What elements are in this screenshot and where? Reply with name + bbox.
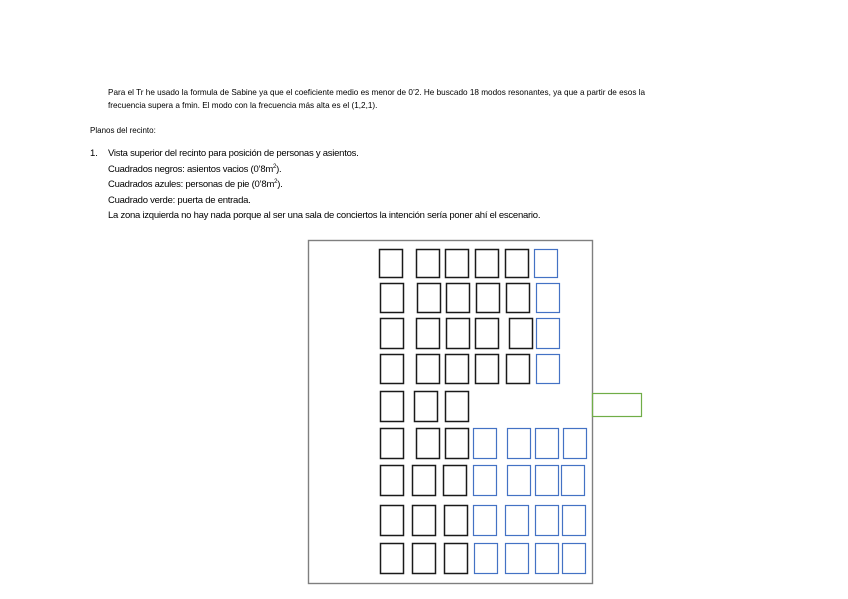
empty-seat-square [447, 319, 470, 349]
standing-person-square [537, 319, 560, 349]
empty-seat-square [510, 319, 533, 349]
empty-seat-square [381, 466, 404, 496]
standing-person-square [506, 544, 529, 574]
standing-person-square [475, 544, 498, 574]
empty-seat-square [477, 284, 500, 313]
empty-seat-square [413, 544, 436, 574]
entrance-door [593, 394, 642, 417]
empty-seat-square [446, 392, 469, 422]
empty-seat-square [476, 319, 499, 349]
empty-seat-square [417, 429, 440, 459]
empty-seat-square [381, 506, 404, 536]
standing-person-square [564, 429, 587, 459]
standing-person-square [563, 544, 586, 574]
standing-person-square [474, 506, 497, 536]
standing-person-square [535, 250, 558, 278]
empty-seat-square [415, 392, 438, 422]
empty-seat-square [446, 250, 469, 278]
empty-seat-square [381, 319, 404, 349]
intro-line-1: Para el Tr he usado la formula de Sabine ya que el coeficiente medio es menor de 0’2. He buscado 18 modos resonantes, ya que a partir de esos la [108, 88, 646, 97]
empty-seat-square [447, 284, 470, 313]
standing-person-square [563, 506, 586, 536]
empty-seat-square [507, 355, 530, 384]
empty-seat-square [413, 466, 436, 496]
standing-person-square [537, 355, 560, 384]
empty-seat-square [417, 319, 440, 349]
standing-person-square [536, 506, 559, 536]
room-outline [309, 241, 593, 584]
empty-seat-square [381, 284, 404, 313]
intro-line-2: frecuencia supera a fmin. El modo con la frecuencia más alta es el (1,2,1). [108, 101, 378, 110]
empty-seat-square [381, 392, 404, 422]
standing-person-square [562, 466, 585, 496]
empty-seat-square [381, 544, 404, 574]
empty-seat-square [417, 355, 440, 384]
list-item-title: Vista superior del recinto para posición de personas y asientos. [108, 148, 359, 159]
standing-person-square [474, 429, 497, 459]
empty-seat-square [446, 429, 469, 459]
empty-seat-square [444, 466, 467, 496]
standing-person-square [508, 466, 531, 496]
stage-note: La zona izquierda no hay nada porque al ser una sala de conciertos la intención sería poner ahí el escenario. [108, 210, 541, 221]
standing-person-square [474, 466, 497, 496]
squares-group [380, 250, 587, 574]
empty-seat-square [476, 355, 499, 384]
standing-person-square [536, 429, 559, 459]
standing-person-square [508, 429, 531, 459]
empty-seat-square [445, 544, 468, 574]
empty-seat-square [417, 250, 440, 278]
empty-seat-square [418, 284, 441, 313]
empty-seat-square [506, 250, 529, 278]
empty-seat-square [380, 250, 403, 278]
planos-heading: Planos del recinto: [90, 126, 156, 135]
empty-seat-square [446, 355, 469, 384]
standing-person-square [506, 506, 529, 536]
blue-squares-legend: Cuadrados azules: personas de pie $(0’8m^2)$. [108, 179, 283, 190]
empty-seat-square [476, 250, 499, 278]
standing-person-square [536, 544, 559, 574]
empty-seat-square [507, 284, 530, 313]
empty-seat-square [381, 355, 404, 384]
standing-person-square [536, 466, 559, 496]
empty-seat-square [413, 506, 436, 536]
empty-seat-square [445, 506, 468, 536]
list-number: 1. [90, 148, 98, 159]
green-square-legend: Cuadrado verde: puerta de entrada. [108, 194, 251, 206]
black-squares-legend: Cuadrados negros: asientos vacios $(0’8m^2)$. [108, 163, 282, 175]
standing-person-square [537, 284, 560, 313]
empty-seat-square [381, 429, 404, 459]
